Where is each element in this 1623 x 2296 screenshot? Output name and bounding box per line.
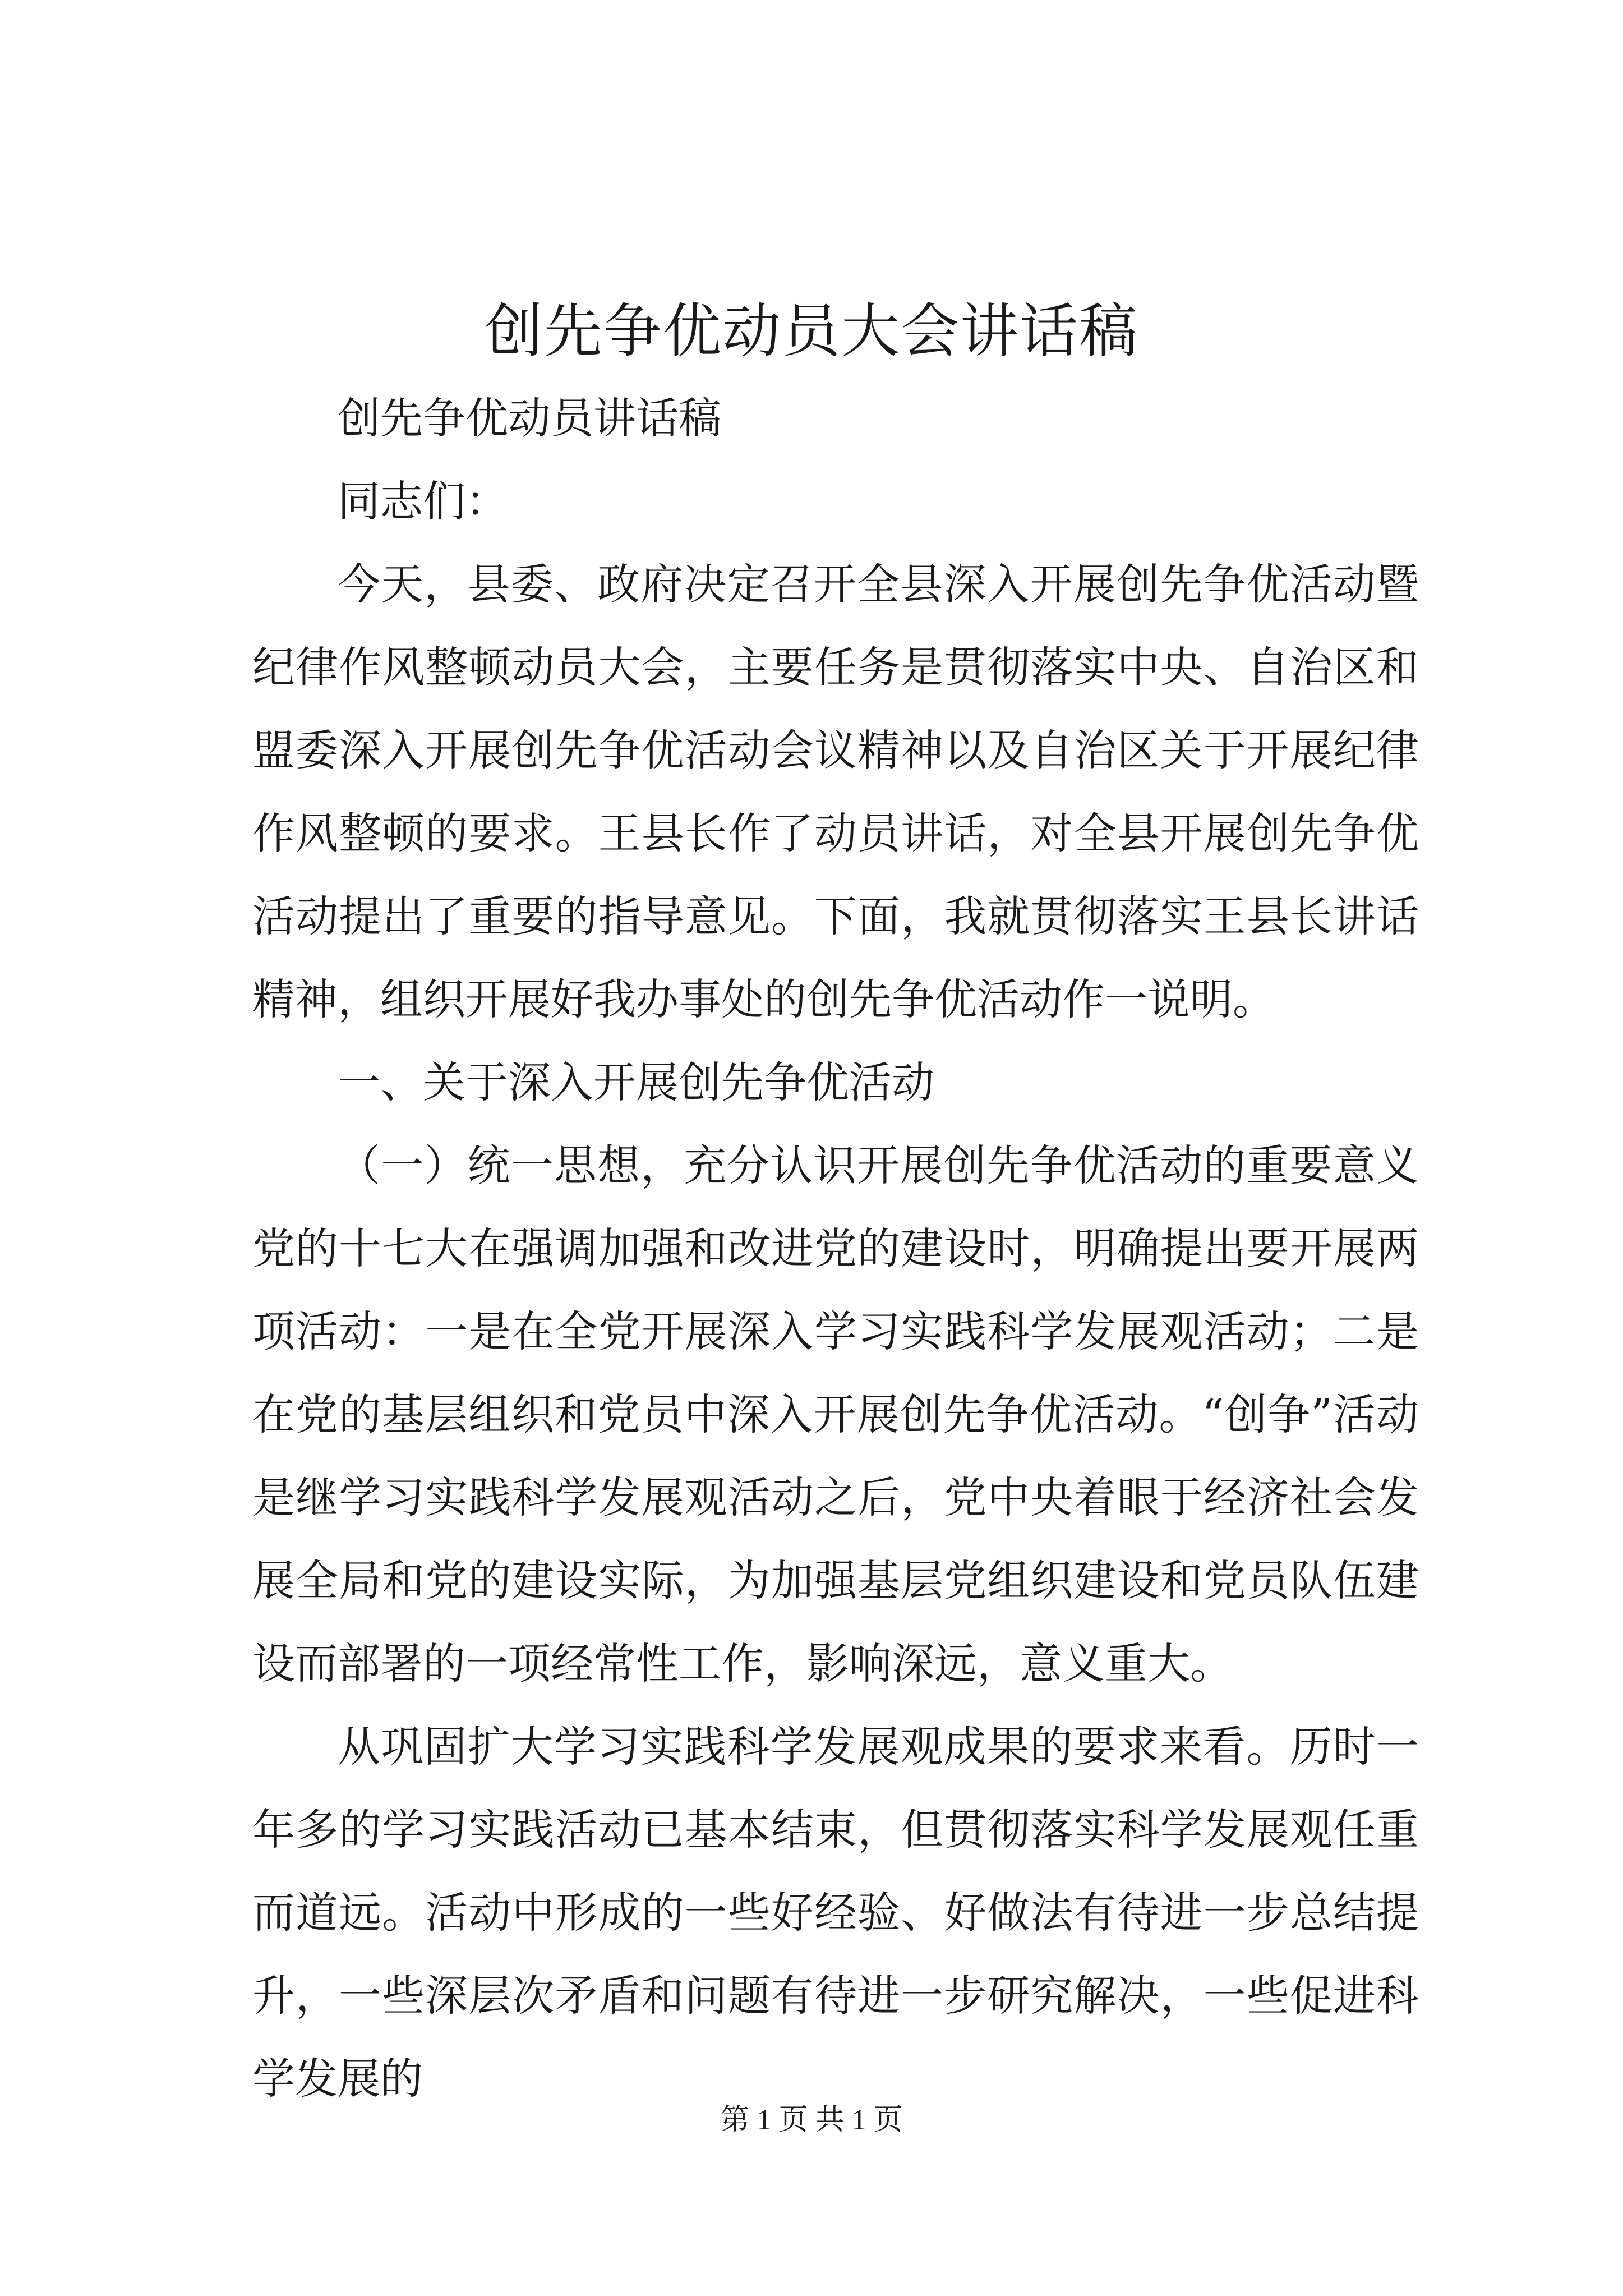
document-body [252, 377, 1419, 2120]
body-paragraph: 今天，县委、政府决定召开全县深入开展创先争优活动暨纪律作风整顿动员大会，主要任务是贯彻落实中央、自治区和盟委深入开展创先争优活动会议精神以及自治区关于开展纪律作风整顿的要求。王县长作了动员讲话，对全县开展创先争优活动提出了重要的指导意见。下面，我就贯彻落实王县长讲话精神，组织开展好我办事处的创先争优活动作一说明。 [252, 559, 1419, 1024]
salutation-paragraph: 同志们： [338, 476, 508, 526]
document-title: 创先争优动员大会讲话稿 [484, 297, 1138, 365]
subtitle-paragraph: 创先争优动员讲话稿 [338, 393, 721, 443]
page-footer [0, 2098, 1623, 2143]
page-number-label: 第 1 页 共 1 页 [720, 2104, 903, 2136]
body-paragraph: 从巩固扩大学习实践科学发展观成果的要求来看。历时一年多的学习实践活动已基本结束，但贯彻落实科学发展观任重而道远。活动中形成的一些好经验、好做法有待进一步总结提升，一些深层次矛盾和问题有待进一步研究解决，一些促进科学发展的 [252, 1722, 1419, 2104]
body-paragraph: （一）统一思想，充分认识开展创先争优活动的重要意义党的十七大在强调加强和改进党的建设时，明确提出要开展两项活动：一是在全党开展深入学习实践科学发展观活动；二是在党的基层组织和党员中深入开展创先争优活动。“创争”活动是继学习实践科学发展观活动之后，党中央着眼于经济社会发展全局和党的建设实际，为加强基层党组织建设和党员队伍建设而部署的一项经常性工作，影响深远，意义重大。 [252, 1140, 1419, 1688]
section-heading: 一、关于深入开展创先争优活动 [338, 1057, 934, 1107]
